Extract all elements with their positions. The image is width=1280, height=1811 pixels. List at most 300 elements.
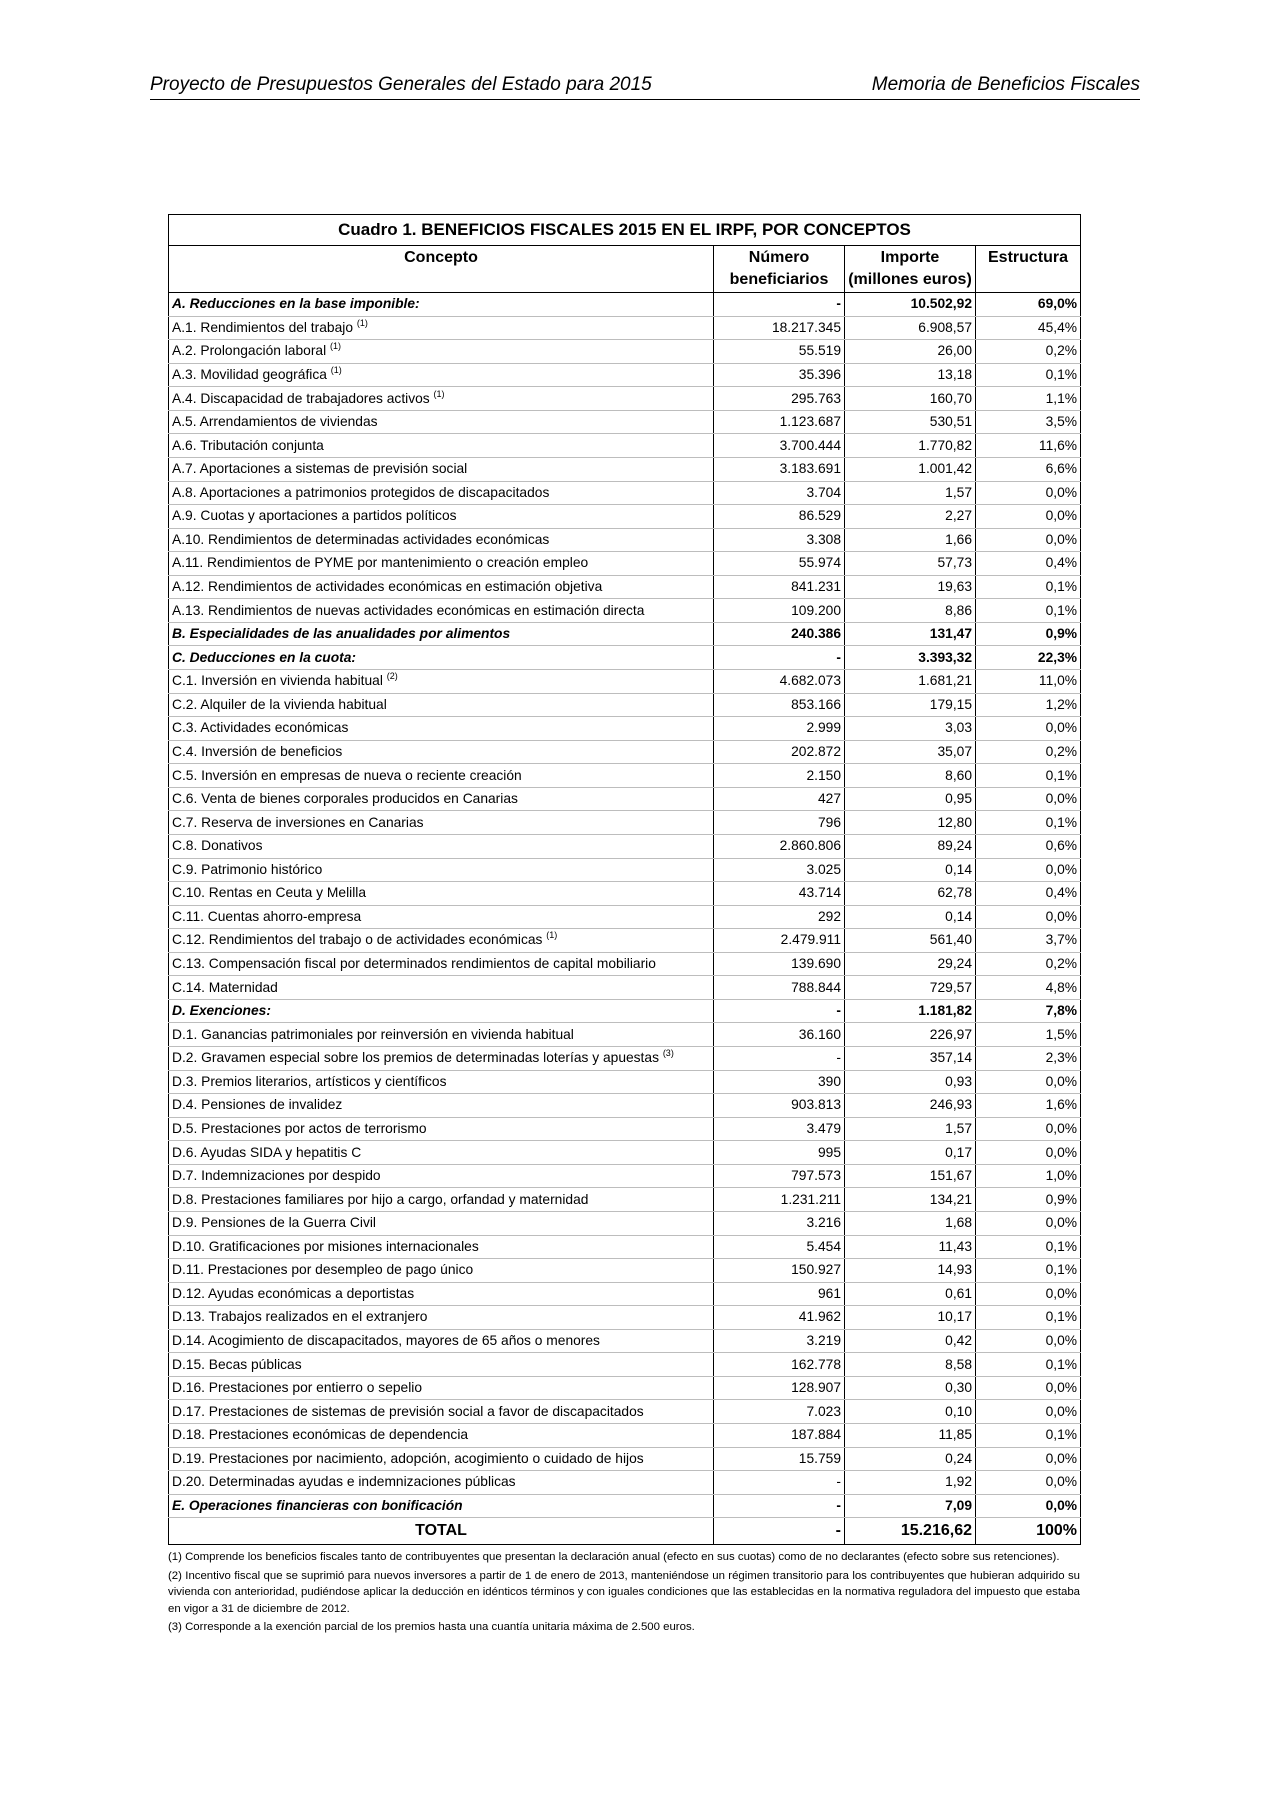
concept-label: D.3. Premios literarios, artísticos y científicos <box>172 1073 447 1089</box>
table-row <box>169 387 1081 411</box>
estructura-cell: 22,3% <box>976 646 1081 670</box>
estructura-cell: 3,5% <box>976 410 1081 434</box>
concept-cell <box>169 1471 714 1495</box>
table-row <box>169 1306 1081 1330</box>
importe-cell: 14,93 <box>845 1259 976 1283</box>
table-row <box>169 976 1081 1000</box>
estructura-cell: 4,8% <box>976 976 1081 1000</box>
table-row <box>169 1188 1081 1212</box>
header-right-title: Memoria de Beneficios Fiscales <box>871 74 1140 95</box>
importe-cell: 29,24 <box>845 952 976 976</box>
footnote-2: (2) Incentivo fiscal que se suprimió para nuevos inversores a partir de 1 de enero de 2013, manteniéndose un régimen transitorio para los contribuyentes que hubieran adquirido su vivienda con anterioridad, pudiéndose aplicar la deducción en idénticos términos y con iguales condiciones que las establecidas en la normativa reguladora del impuesto que estaba en vigor a 31 de diciembre de 2012. <box>168 1569 1080 1615</box>
concept-label: C.2. Alquiler de la vivienda habitual <box>172 696 387 712</box>
concept-cell <box>169 1376 714 1400</box>
concept-cell <box>169 363 714 387</box>
table-row <box>169 929 1081 953</box>
importe-cell: 530,51 <box>845 410 976 434</box>
importe-cell: 0,10 <box>845 1400 976 1424</box>
importe-cell: 19,63 <box>845 575 976 599</box>
importe-cell: 151,67 <box>845 1164 976 1188</box>
table-row <box>169 1447 1081 1471</box>
table-row <box>169 552 1081 576</box>
importe-cell: 8,86 <box>845 599 976 623</box>
table-row <box>169 575 1081 599</box>
estructura-cell: 0,1% <box>976 1259 1081 1283</box>
footnote-ref: (1) <box>433 388 445 399</box>
table-row <box>169 905 1081 929</box>
beneficiarios-cell: 961 <box>714 1282 845 1306</box>
beneficiarios-cell: - <box>714 1471 845 1495</box>
concept-label: C.6. Venta de bienes corporales producidos en Canarias <box>172 791 518 807</box>
header-left-title: Proyecto de Presupuestos Generales del Estado para 2015 <box>150 74 652 95</box>
estructura-cell: 0,0% <box>976 1400 1081 1424</box>
concept-label: D.17. Prestaciones de sistemas de previsión social a favor de discapacitados <box>172 1403 644 1419</box>
concept-label: C.14. Maternidad <box>172 979 278 995</box>
section-row <box>169 646 1081 670</box>
concept-label: A. Reducciones en la base imponible: <box>172 296 420 312</box>
concept-label: D.12. Ayudas económicas a deportistas <box>172 1285 415 1301</box>
concept-label: D.20. Determinadas ayudas e indemnizaciones públicas <box>172 1474 516 1490</box>
concept-cell <box>169 1047 714 1071</box>
beneficiarios-cell: 427 <box>714 787 845 811</box>
concept-label: A.3. Movilidad geográfica <box>172 366 327 382</box>
page-header <box>150 74 1140 100</box>
concept-cell <box>169 1447 714 1471</box>
table-row <box>169 1094 1081 1118</box>
concept-cell <box>169 1117 714 1141</box>
concept-label: D.13. Trabajos realizados en el extranjero <box>172 1309 428 1325</box>
footnote-ref: (2) <box>386 671 398 682</box>
estructura-cell: 0,0% <box>976 1211 1081 1235</box>
importe-cell: 246,93 <box>845 1094 976 1118</box>
concept-cell <box>169 434 714 458</box>
importe-cell: 1,66 <box>845 528 976 552</box>
beneficiarios-cell: 86.529 <box>714 505 845 529</box>
estructura-cell: 1,6% <box>976 1094 1081 1118</box>
concept-cell <box>169 764 714 788</box>
importe-cell: 0,95 <box>845 787 976 811</box>
estructura-cell: 0,2% <box>976 340 1081 364</box>
beneficiarios-cell: 15.759 <box>714 1447 845 1471</box>
concept-cell <box>169 505 714 529</box>
estructura-cell: 0,1% <box>976 811 1081 835</box>
column-header-importe: Importe (millones euros) <box>845 246 976 293</box>
estructura-cell: 0,9% <box>976 1188 1081 1212</box>
concept-label: D.15. Becas públicas <box>172 1356 302 1372</box>
table-row <box>169 882 1081 906</box>
importe-cell: 1.770,82 <box>845 434 976 458</box>
table-body <box>169 293 1081 1518</box>
table-row <box>169 740 1081 764</box>
concept-cell <box>169 905 714 929</box>
estructura-cell: 0,1% <box>976 1306 1081 1330</box>
concept-cell <box>169 999 714 1023</box>
importe-cell: 35,07 <box>845 740 976 764</box>
benefits-table <box>168 214 1081 1545</box>
concept-cell <box>169 1141 714 1165</box>
estructura-cell: 0,4% <box>976 882 1081 906</box>
table-row <box>169 858 1081 882</box>
concept-label: C.9. Patrimonio histórico <box>172 861 323 877</box>
importe-cell: 8,60 <box>845 764 976 788</box>
estructura-cell: 0,0% <box>976 1494 1081 1518</box>
estructura-cell: 0,2% <box>976 740 1081 764</box>
beneficiarios-cell: 18.217.345 <box>714 316 845 340</box>
concept-label: D. Exenciones: <box>172 1003 271 1019</box>
importe-cell: 26,00 <box>845 340 976 364</box>
footnote-ref: (1) <box>330 364 342 375</box>
estructura-cell: 7,8% <box>976 999 1081 1023</box>
importe-cell: 0,24 <box>845 1447 976 1471</box>
importe-cell: 1,68 <box>845 1211 976 1235</box>
table-row <box>169 1047 1081 1071</box>
concept-label: C.10. Rentas en Ceuta y Melilla <box>172 885 367 901</box>
total-estructura: 100% <box>976 1518 1081 1545</box>
estructura-cell: 11,0% <box>976 670 1081 694</box>
total-beneficiarios: - <box>714 1518 845 1545</box>
table-row <box>169 599 1081 623</box>
estructura-cell: 0,0% <box>976 1376 1081 1400</box>
table-row <box>169 457 1081 481</box>
importe-cell: 1.181,82 <box>845 999 976 1023</box>
table-row <box>169 434 1081 458</box>
beneficiarios-cell: 841.231 <box>714 575 845 599</box>
beneficiarios-cell: 36.160 <box>714 1023 845 1047</box>
concept-cell <box>169 929 714 953</box>
concept-label: C.11. Cuentas ahorro-empresa <box>172 908 362 924</box>
estructura-cell: 0,0% <box>976 1141 1081 1165</box>
footnote-3: (3) Corresponde a la exención parcial de los premios hasta una cuantía unitaria máxima de 2.500 euros. <box>168 1621 695 1634</box>
concept-cell <box>169 1094 714 1118</box>
concept-cell <box>169 1282 714 1306</box>
table-row <box>169 811 1081 835</box>
importe-cell: 12,80 <box>845 811 976 835</box>
table-row <box>169 1424 1081 1448</box>
beneficiarios-cell: 903.813 <box>714 1094 845 1118</box>
table-row <box>169 1400 1081 1424</box>
beneficiarios-cell: - <box>714 1494 845 1518</box>
table-row <box>169 834 1081 858</box>
concept-cell <box>169 1494 714 1518</box>
beneficiarios-cell: 128.907 <box>714 1376 845 1400</box>
estructura-cell: 11,6% <box>976 434 1081 458</box>
concept-label: A.6. Tributación conjunta <box>172 437 324 453</box>
table-row <box>169 670 1081 694</box>
estructura-cell: 0,0% <box>976 1447 1081 1471</box>
beneficiarios-cell: 240.386 <box>714 622 845 646</box>
table-row <box>169 1141 1081 1165</box>
concept-cell <box>169 740 714 764</box>
table-row <box>169 410 1081 434</box>
estructura-cell: 0,1% <box>976 599 1081 623</box>
importe-cell: 3,03 <box>845 717 976 741</box>
beneficiarios-cell: 43.714 <box>714 882 845 906</box>
beneficiarios-cell: 292 <box>714 905 845 929</box>
concept-cell <box>169 834 714 858</box>
importe-cell: 2,27 <box>845 505 976 529</box>
concept-label: A.11. Rendimientos de PYME por mantenimiento o creación empleo <box>172 555 589 571</box>
importe-cell: 1.001,42 <box>845 457 976 481</box>
total-row <box>169 1518 1081 1545</box>
estructura-cell: 2,3% <box>976 1047 1081 1071</box>
footnote-ref: (1) <box>356 317 368 328</box>
footnote-ref: (1) <box>546 930 558 941</box>
concept-label: A.4. Discapacidad de trabajadores activos <box>172 390 430 406</box>
concept-label: B. Especialidades de las anualidades por alimentos <box>172 626 511 642</box>
concept-label: D.8. Prestaciones familiares por hijo a cargo, orfandad y maternidad <box>172 1191 589 1207</box>
table-row <box>169 1023 1081 1047</box>
beneficiarios-cell: 853.166 <box>714 693 845 717</box>
beneficiarios-cell: 2.150 <box>714 764 845 788</box>
importe-cell: 62,78 <box>845 882 976 906</box>
table-row <box>169 693 1081 717</box>
importe-cell: 10,17 <box>845 1306 976 1330</box>
beneficiarios-cell: 109.200 <box>714 599 845 623</box>
estructura-cell: 0,0% <box>976 717 1081 741</box>
table-row <box>169 787 1081 811</box>
concept-label: D.11. Prestaciones por desempleo de pago único <box>172 1262 474 1278</box>
concept-cell <box>169 410 714 434</box>
estructura-cell: 1,1% <box>976 387 1081 411</box>
concept-label: C.1. Inversión en vivienda habitual <box>172 673 383 689</box>
concept-cell <box>169 293 714 317</box>
beneficiarios-cell: 202.872 <box>714 740 845 764</box>
importe-cell: 7,09 <box>845 1494 976 1518</box>
importe-cell: 11,43 <box>845 1235 976 1259</box>
estructura-cell: 0,0% <box>976 505 1081 529</box>
concept-cell <box>169 481 714 505</box>
beneficiarios-cell: - <box>714 999 845 1023</box>
section-row <box>169 1494 1081 1518</box>
estructura-cell: 45,4% <box>976 316 1081 340</box>
table-row <box>169 505 1081 529</box>
estructura-cell: 0,6% <box>976 834 1081 858</box>
beneficiarios-cell: 3.479 <box>714 1117 845 1141</box>
concept-cell <box>169 646 714 670</box>
table-row <box>169 1164 1081 1188</box>
beneficiarios-cell: 2.999 <box>714 717 845 741</box>
beneficiarios-cell: 3.700.444 <box>714 434 845 458</box>
beneficiarios-cell: - <box>714 293 845 317</box>
concept-label: C.8. Donativos <box>172 838 263 854</box>
concept-label: C.7. Reserva de inversiones en Canarias <box>172 814 424 830</box>
footnote-ref: (3) <box>662 1048 674 1059</box>
importe-cell: 134,21 <box>845 1188 976 1212</box>
importe-cell: 561,40 <box>845 929 976 953</box>
footnotes <box>168 1549 1080 1638</box>
concept-label: C.12. Rendimientos del trabajo o de actividades económicas <box>172 932 543 948</box>
estructura-cell: 0,1% <box>976 1424 1081 1448</box>
concept-cell <box>169 811 714 835</box>
estructura-cell: 0,0% <box>976 787 1081 811</box>
beneficiarios-cell: 55.974 <box>714 552 845 576</box>
beneficiarios-cell: 797.573 <box>714 1164 845 1188</box>
concept-label: E. Operaciones financieras con bonificación <box>172 1497 463 1513</box>
beneficiarios-cell: 3.308 <box>714 528 845 552</box>
estructura-cell: 0,1% <box>976 575 1081 599</box>
section-row <box>169 293 1081 317</box>
concept-cell <box>169 340 714 364</box>
importe-cell: 729,57 <box>845 976 976 1000</box>
estructura-cell: 0,0% <box>976 1117 1081 1141</box>
beneficiarios-cell: 390 <box>714 1070 845 1094</box>
concept-label: A.13. Rendimientos de nuevas actividades económicas en estimación directa <box>172 602 645 618</box>
estructura-cell: 1,2% <box>976 693 1081 717</box>
estructura-cell: 3,7% <box>976 929 1081 953</box>
concept-cell <box>169 1259 714 1283</box>
concept-label: A.7. Aportaciones a sistemas de previsión social <box>172 461 468 477</box>
estructura-cell: 0,1% <box>976 363 1081 387</box>
importe-cell: 0,61 <box>845 1282 976 1306</box>
beneficiarios-cell: 3.219 <box>714 1329 845 1353</box>
concept-label: D.5. Prestaciones por actos de terrorismo <box>172 1120 427 1136</box>
importe-cell: 0,93 <box>845 1070 976 1094</box>
concept-cell <box>169 622 714 646</box>
importe-cell: 179,15 <box>845 693 976 717</box>
importe-cell: 57,73 <box>845 552 976 576</box>
concept-cell <box>169 316 714 340</box>
beneficiarios-cell: 1.231.211 <box>714 1188 845 1212</box>
importe-cell: 160,70 <box>845 387 976 411</box>
table-row <box>169 1259 1081 1283</box>
beneficiarios-cell: 1.123.687 <box>714 410 845 434</box>
concept-label: D.2. Gravamen especial sobre los premios de determinadas loterías y apuestas <box>172 1050 659 1066</box>
importe-cell: 0,42 <box>845 1329 976 1353</box>
beneficiarios-cell: 3.025 <box>714 858 845 882</box>
concept-label: C.4. Inversión de beneficios <box>172 743 343 759</box>
table-row <box>169 1353 1081 1377</box>
beneficiarios-cell: 2.479.911 <box>714 929 845 953</box>
estructura-cell: 1,5% <box>976 1023 1081 1047</box>
beneficiarios-cell: 788.844 <box>714 976 845 1000</box>
concept-label: C. Deducciones en la cuota: <box>172 649 357 665</box>
table-row <box>169 1235 1081 1259</box>
table-row <box>169 952 1081 976</box>
table-row <box>169 1211 1081 1235</box>
concept-label: D.4. Pensiones de invalidez <box>172 1097 343 1113</box>
importe-cell: 89,24 <box>845 834 976 858</box>
concept-cell <box>169 976 714 1000</box>
importe-cell: 1.681,21 <box>845 670 976 694</box>
beneficiarios-cell: 5.454 <box>714 1235 845 1259</box>
importe-cell: 1,57 <box>845 481 976 505</box>
estructura-cell: 0,2% <box>976 952 1081 976</box>
concept-cell <box>169 1023 714 1047</box>
estructura-cell: 0,4% <box>976 552 1081 576</box>
beneficiarios-cell: 187.884 <box>714 1424 845 1448</box>
concept-label: A.2. Prolongación laboral <box>172 343 327 359</box>
beneficiarios-cell: 2.860.806 <box>714 834 845 858</box>
concept-label: D.14. Acogimiento de discapacitados, mayores de 65 años o menores <box>172 1333 600 1349</box>
concept-label: C.13. Compensación fiscal por determinados rendimientos de capital mobiliario <box>172 956 656 972</box>
table-row <box>169 316 1081 340</box>
importe-cell: 10.502,92 <box>845 293 976 317</box>
concept-cell <box>169 552 714 576</box>
beneficiarios-cell: 139.690 <box>714 952 845 976</box>
estructura-cell: 0,0% <box>976 481 1081 505</box>
estructura-cell: 6,6% <box>976 457 1081 481</box>
table-row <box>169 717 1081 741</box>
importe-cell: 0,17 <box>845 1141 976 1165</box>
estructura-cell: 0,0% <box>976 1070 1081 1094</box>
beneficiarios-cell: 162.778 <box>714 1353 845 1377</box>
estructura-cell: 69,0% <box>976 293 1081 317</box>
beneficiarios-cell: 295.763 <box>714 387 845 411</box>
concept-label: A.5. Arrendamientos de viviendas <box>172 414 378 430</box>
beneficiarios-cell: 3.704 <box>714 481 845 505</box>
beneficiarios-cell: 55.519 <box>714 340 845 364</box>
table-row <box>169 764 1081 788</box>
concept-cell <box>169 717 714 741</box>
table-row <box>169 1282 1081 1306</box>
column-header-beneficiarios: Número beneficiarios <box>714 246 845 293</box>
importe-cell: 6.908,57 <box>845 316 976 340</box>
concept-cell <box>169 882 714 906</box>
concept-cell <box>169 1070 714 1094</box>
importe-cell: 8,58 <box>845 1353 976 1377</box>
column-header-concepto: Concepto <box>169 246 714 293</box>
concept-cell <box>169 1424 714 1448</box>
table-row <box>169 1117 1081 1141</box>
table-title: Cuadro 1. BENEFICIOS FISCALES 2015 EN EL IRPF, POR CONCEPTOS <box>169 215 1081 246</box>
estructura-cell: 0,0% <box>976 858 1081 882</box>
concept-label: D.1. Ganancias patrimoniales por reinversión en vivienda habitual <box>172 1026 574 1042</box>
importe-cell: 0,14 <box>845 858 976 882</box>
footnote-1: (1) Comprende los beneficios fiscales tanto de contribuyentes que presentan la declaración anual (efecto en sus cuotas) como de no declarantes (efecto sobre sus retenciones). <box>168 1551 1060 1563</box>
importe-cell: 226,97 <box>845 1023 976 1047</box>
concept-cell <box>169 1235 714 1259</box>
estructura-cell: 0,0% <box>976 1282 1081 1306</box>
table-row <box>169 363 1081 387</box>
footnote-ref: (1) <box>330 341 342 352</box>
concept-cell <box>169 1211 714 1235</box>
benefits-table-container <box>168 214 1080 1545</box>
importe-cell: 0,14 <box>845 905 976 929</box>
concept-cell <box>169 1353 714 1377</box>
importe-cell: 1,57 <box>845 1117 976 1141</box>
beneficiarios-cell: 3.183.691 <box>714 457 845 481</box>
beneficiarios-cell: 35.396 <box>714 363 845 387</box>
concept-cell <box>169 1400 714 1424</box>
concept-label: D.10. Gratificaciones por misiones internacionales <box>172 1238 479 1254</box>
concept-cell <box>169 1329 714 1353</box>
estructura-cell: 0,9% <box>976 622 1081 646</box>
importe-cell: 0,30 <box>845 1376 976 1400</box>
importe-cell: 11,85 <box>845 1424 976 1448</box>
estructura-cell: 0,0% <box>976 528 1081 552</box>
concept-label: D.6. Ayudas SIDA y hepatitis C <box>172 1144 362 1160</box>
beneficiarios-cell: - <box>714 646 845 670</box>
concept-cell <box>169 693 714 717</box>
concept-label: D.9. Pensiones de la Guerra Civil <box>172 1215 376 1231</box>
concept-label: D.7. Indemnizaciones por despido <box>172 1168 381 1184</box>
concept-label: D.16. Prestaciones por entierro o sepelio <box>172 1380 423 1396</box>
concept-label: D.19. Prestaciones por nacimiento, adopción, acogimiento o cuidado de hijos <box>172 1450 644 1466</box>
concept-cell <box>169 575 714 599</box>
concept-cell <box>169 387 714 411</box>
beneficiarios-cell: 150.927 <box>714 1259 845 1283</box>
concept-cell <box>169 599 714 623</box>
table-row <box>169 528 1081 552</box>
beneficiarios-cell: 3.216 <box>714 1211 845 1235</box>
concept-cell <box>169 858 714 882</box>
estructura-cell: 0,1% <box>976 1353 1081 1377</box>
estructura-cell: 1,0% <box>976 1164 1081 1188</box>
beneficiarios-cell: 796 <box>714 811 845 835</box>
section-row <box>169 622 1081 646</box>
concept-label: A.10. Rendimientos de determinadas actividades económicas <box>172 531 550 547</box>
column-header-estructura: Estructura <box>976 246 1081 293</box>
